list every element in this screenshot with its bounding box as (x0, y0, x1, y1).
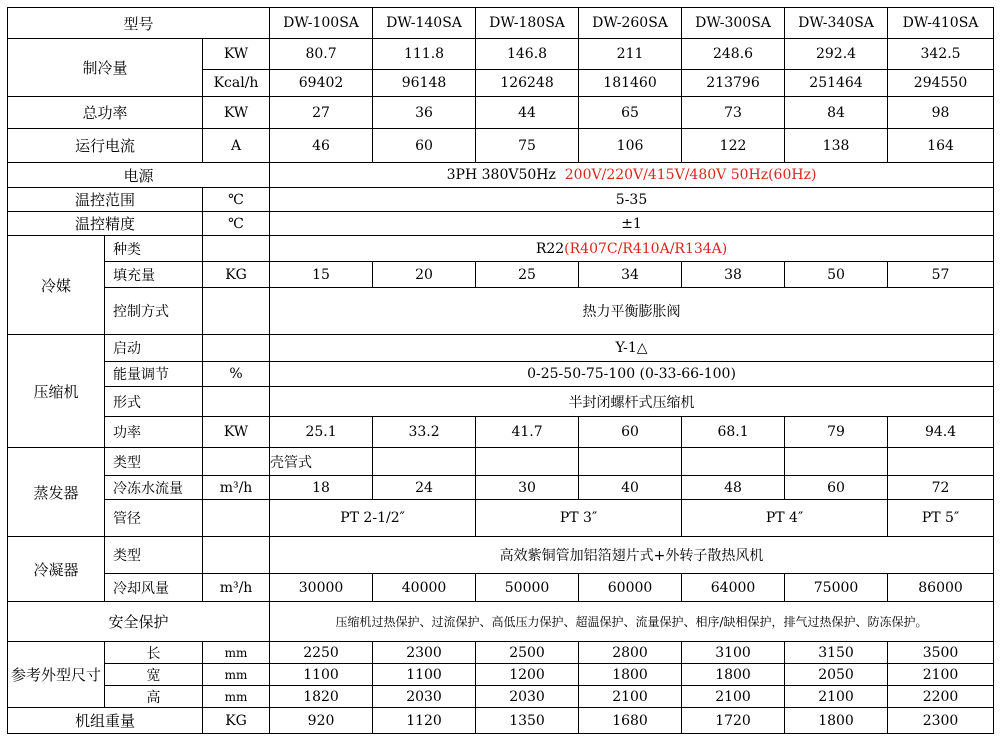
condenser-type-value: 高效紫铜管加铝箔翅片式+外转子散热风机 (270, 537, 994, 574)
table-row (8, 97, 994, 129)
compressor-form-label: 形式 (105, 387, 203, 417)
value-cell: 2100 (579, 686, 682, 708)
value-cell: 20 (373, 262, 476, 288)
safety-value: 压缩机过热保护、过流保护、高低压力保护、超温保护、流量保护、相序/缺相保护，排气过热保护、防冻保护。 (270, 602, 994, 642)
power-supply-options: 200V/220V/415V/480V 50Hz(60Hz) (564, 167, 817, 183)
table-row (8, 129, 994, 163)
table-row (8, 8, 994, 39)
value-cell: 60000 (579, 574, 682, 602)
table-row (8, 236, 994, 262)
value-cell: 2300 (373, 642, 476, 664)
table-row (8, 163, 994, 188)
value-cell: 2100 (682, 686, 785, 708)
table-row (8, 574, 994, 602)
value-cell: 3500 (888, 642, 994, 664)
value-cell: 1800 (785, 708, 888, 734)
value-cell: PT 5″ (888, 500, 994, 537)
refrigerant-type-label: 种类 (105, 236, 203, 262)
value-cell: 1680 (579, 708, 682, 734)
compressor-start-value: Y-1△ (270, 335, 994, 362)
value-cell: 24 (373, 476, 476, 500)
dimension-length-label: 长 (105, 642, 203, 664)
value-cell: 69402 (270, 70, 373, 97)
value-cell: PT 3″ (476, 500, 682, 537)
refrigerant-control-value: 热力平衡膨胀阀 (270, 288, 994, 335)
value-cell: 86000 (888, 574, 994, 602)
table-row (8, 500, 994, 537)
table-row (8, 387, 994, 417)
value-cell: 3100 (682, 642, 785, 664)
value-cell: PT 4″ (682, 500, 888, 537)
table-row (8, 188, 994, 212)
value-cell: 111.8 (373, 39, 476, 70)
table-row (8, 664, 994, 686)
unit-cell (203, 236, 270, 262)
empty-cell (476, 448, 579, 476)
unit-cell: A (203, 129, 270, 163)
value-cell: 1800 (579, 664, 682, 686)
unit-cell: KW (203, 39, 270, 70)
value-cell: 2030 (476, 686, 579, 708)
value-cell: 36 (373, 97, 476, 129)
table-row (8, 262, 994, 288)
value-cell: 34 (579, 262, 682, 288)
value-cell: 2030 (373, 686, 476, 708)
evaporator-pipe-label: 管径 (105, 500, 203, 537)
weight-label: 机组重量 (8, 708, 203, 734)
value-cell: 40 (579, 476, 682, 500)
model-name: DW-340SA (785, 8, 888, 39)
refrigerant-type-main: R22 (535, 240, 565, 257)
model-label: 型号 (8, 8, 270, 39)
table-row (8, 335, 994, 362)
value-cell: 60 (373, 129, 476, 163)
unit-cell: mm (203, 664, 270, 686)
table-row (8, 448, 994, 476)
value-cell: 44 (476, 97, 579, 129)
safety-label: 安全保护 (8, 602, 270, 642)
unit-cell (203, 335, 270, 362)
model-name: DW-180SA (476, 8, 579, 39)
empty-cell (373, 448, 476, 476)
value-cell: 50000 (476, 574, 579, 602)
compressor-start-label: 启动 (105, 335, 203, 362)
evaporator-flow-label: 冷冻水流量 (105, 476, 203, 500)
condenser-label: 冷凝器 (8, 537, 105, 602)
empty-cell (682, 448, 785, 476)
value-cell: 60 (579, 417, 682, 448)
value-cell: 1200 (476, 664, 579, 686)
table-row (8, 537, 994, 574)
value-cell: 75 (476, 129, 579, 163)
empty-cell (579, 448, 682, 476)
value-cell: 40000 (373, 574, 476, 602)
refrigerant-charge-label: 填充量 (105, 262, 203, 288)
value-cell: 68.1 (682, 417, 785, 448)
value-cell: 30 (476, 476, 579, 500)
value-cell: 1800 (682, 664, 785, 686)
table-row (8, 288, 994, 335)
unit-cell: ℃ (203, 188, 270, 212)
table-row (8, 476, 994, 500)
model-name: DW-260SA (579, 8, 682, 39)
value-cell: 1120 (373, 708, 476, 734)
unit-cell: % (203, 362, 270, 387)
value-cell: 80.7 (270, 39, 373, 70)
value-cell: 25.1 (270, 417, 373, 448)
value-cell: 1100 (270, 664, 373, 686)
model-name: DW-410SA (888, 8, 994, 39)
value-cell: 1820 (270, 686, 373, 708)
table-row (8, 212, 994, 236)
evaporator-type-label: 类型 (105, 448, 203, 476)
spec-table (7, 7, 994, 734)
table-row (8, 642, 994, 664)
refrigerant-type-alt: (R407C/R410A/R134A) (564, 240, 728, 257)
model-name: DW-300SA (682, 8, 785, 39)
compressor-form-value: 半封闭螺杆式压缩机 (270, 387, 994, 417)
unit-cell: KW (203, 417, 270, 448)
table-row (8, 362, 994, 387)
value-cell: 1720 (682, 708, 785, 734)
table-row (8, 686, 994, 708)
unit-cell: mm (203, 642, 270, 664)
value-cell: 50 (785, 262, 888, 288)
value-cell: 2100 (785, 686, 888, 708)
empty-cell (888, 448, 994, 476)
value-cell: 138 (785, 129, 888, 163)
value-cell: 2250 (270, 642, 373, 664)
value-cell: 213796 (682, 70, 785, 97)
value-cell: 2800 (579, 642, 682, 664)
value-cell: 33.2 (373, 417, 476, 448)
table-row (8, 708, 994, 734)
table-row (8, 39, 994, 70)
value-cell: 60 (785, 476, 888, 500)
unit-cell (203, 448, 270, 476)
value-cell: 920 (270, 708, 373, 734)
unit-cell: KW (203, 97, 270, 129)
value-cell: 57 (888, 262, 994, 288)
value-cell: 294550 (888, 70, 994, 97)
table-row (8, 602, 994, 642)
model-name: DW-100SA (270, 8, 373, 39)
value-cell: 41.7 (476, 417, 579, 448)
value-cell: 1100 (373, 664, 476, 686)
unit-cell (203, 387, 270, 417)
value-cell: 211 (579, 39, 682, 70)
value-cell: 126248 (476, 70, 579, 97)
value-cell: 75000 (785, 574, 888, 602)
value-cell: 38 (682, 262, 785, 288)
value-cell: 248.6 (682, 39, 785, 70)
value-cell: PT 2-1/2″ (270, 500, 476, 537)
value-cell: 18 (270, 476, 373, 500)
model-name: DW-140SA (373, 8, 476, 39)
compressor-capacity-label: 能量调节 (105, 362, 203, 387)
compressor-capacity-value: 0-25-50-75-100 (0-33-66-100) (270, 362, 994, 387)
evaporator-type-value: 壳管式 (270, 448, 373, 476)
value-cell: 30000 (270, 574, 373, 602)
unit-cell: Kcal/h (203, 70, 270, 97)
power-supply-main: 3PH 380V50Hz (446, 167, 556, 183)
value-cell: 122 (682, 129, 785, 163)
value-cell: 94.4 (888, 417, 994, 448)
power-supply-value (270, 163, 994, 188)
condenser-airflow-label: 冷却风量 (105, 574, 203, 602)
value-cell: 2500 (476, 642, 579, 664)
value-cell: 15 (270, 262, 373, 288)
unit-cell (203, 288, 270, 335)
temp-precision-value: ±1 (270, 212, 994, 236)
value-cell: 84 (785, 97, 888, 129)
power-supply-label: 电源 (8, 163, 270, 188)
value-cell: 251464 (785, 70, 888, 97)
value-cell: 27 (270, 97, 373, 129)
compressor-power-label: 功率 (105, 417, 203, 448)
value-cell: 1350 (476, 708, 579, 734)
value-cell: 96148 (373, 70, 476, 97)
value-cell: 164 (888, 129, 994, 163)
value-cell: 2300 (888, 708, 994, 734)
cooling-capacity-label: 制冷量 (8, 39, 203, 97)
value-cell: 342.5 (888, 39, 994, 70)
value-cell: 181460 (579, 70, 682, 97)
value-cell: 292.4 (785, 39, 888, 70)
table-row (8, 417, 994, 448)
evaporator-label: 蒸发器 (8, 448, 105, 537)
value-cell: 72 (888, 476, 994, 500)
temp-precision-label: 温控精度 (8, 212, 203, 236)
unit-cell: m³/h (203, 476, 270, 500)
unit-cell: KG (203, 708, 270, 734)
total-power-label: 总功率 (8, 97, 203, 129)
condenser-type-label: 类型 (105, 537, 203, 574)
value-cell: 2200 (888, 686, 994, 708)
value-cell: 2050 (785, 664, 888, 686)
temp-range-label: 温控范围 (8, 188, 203, 212)
empty-cell (785, 448, 888, 476)
value-cell: 2100 (888, 664, 994, 686)
value-cell: 79 (785, 417, 888, 448)
unit-cell: KG (203, 262, 270, 288)
dimension-width-label: 宽 (105, 664, 203, 686)
refrigerant-control-label: 控制方式 (105, 288, 203, 335)
value-cell: 3150 (785, 642, 888, 664)
unit-cell: m³/h (203, 574, 270, 602)
dimensions-label: 参考外型尺寸 (8, 642, 105, 708)
unit-cell: mm (203, 686, 270, 708)
value-cell: 46 (270, 129, 373, 163)
running-current-label: 运行电流 (8, 129, 203, 163)
compressor-label: 压缩机 (8, 335, 105, 448)
unit-cell (203, 537, 270, 574)
unit-cell (203, 500, 270, 537)
unit-cell: ℃ (203, 212, 270, 236)
refrigerant-type-value (270, 236, 994, 262)
value-cell: 106 (579, 129, 682, 163)
temp-range-value: 5-35 (270, 188, 994, 212)
value-cell: 64000 (682, 574, 785, 602)
value-cell: 25 (476, 262, 579, 288)
value-cell: 48 (682, 476, 785, 500)
value-cell: 73 (682, 97, 785, 129)
value-cell: 98 (888, 97, 994, 129)
refrigerant-label: 冷媒 (8, 236, 105, 335)
dimension-height-label: 高 (105, 686, 203, 708)
value-cell: 65 (579, 97, 682, 129)
value-cell: 146.8 (476, 39, 579, 70)
